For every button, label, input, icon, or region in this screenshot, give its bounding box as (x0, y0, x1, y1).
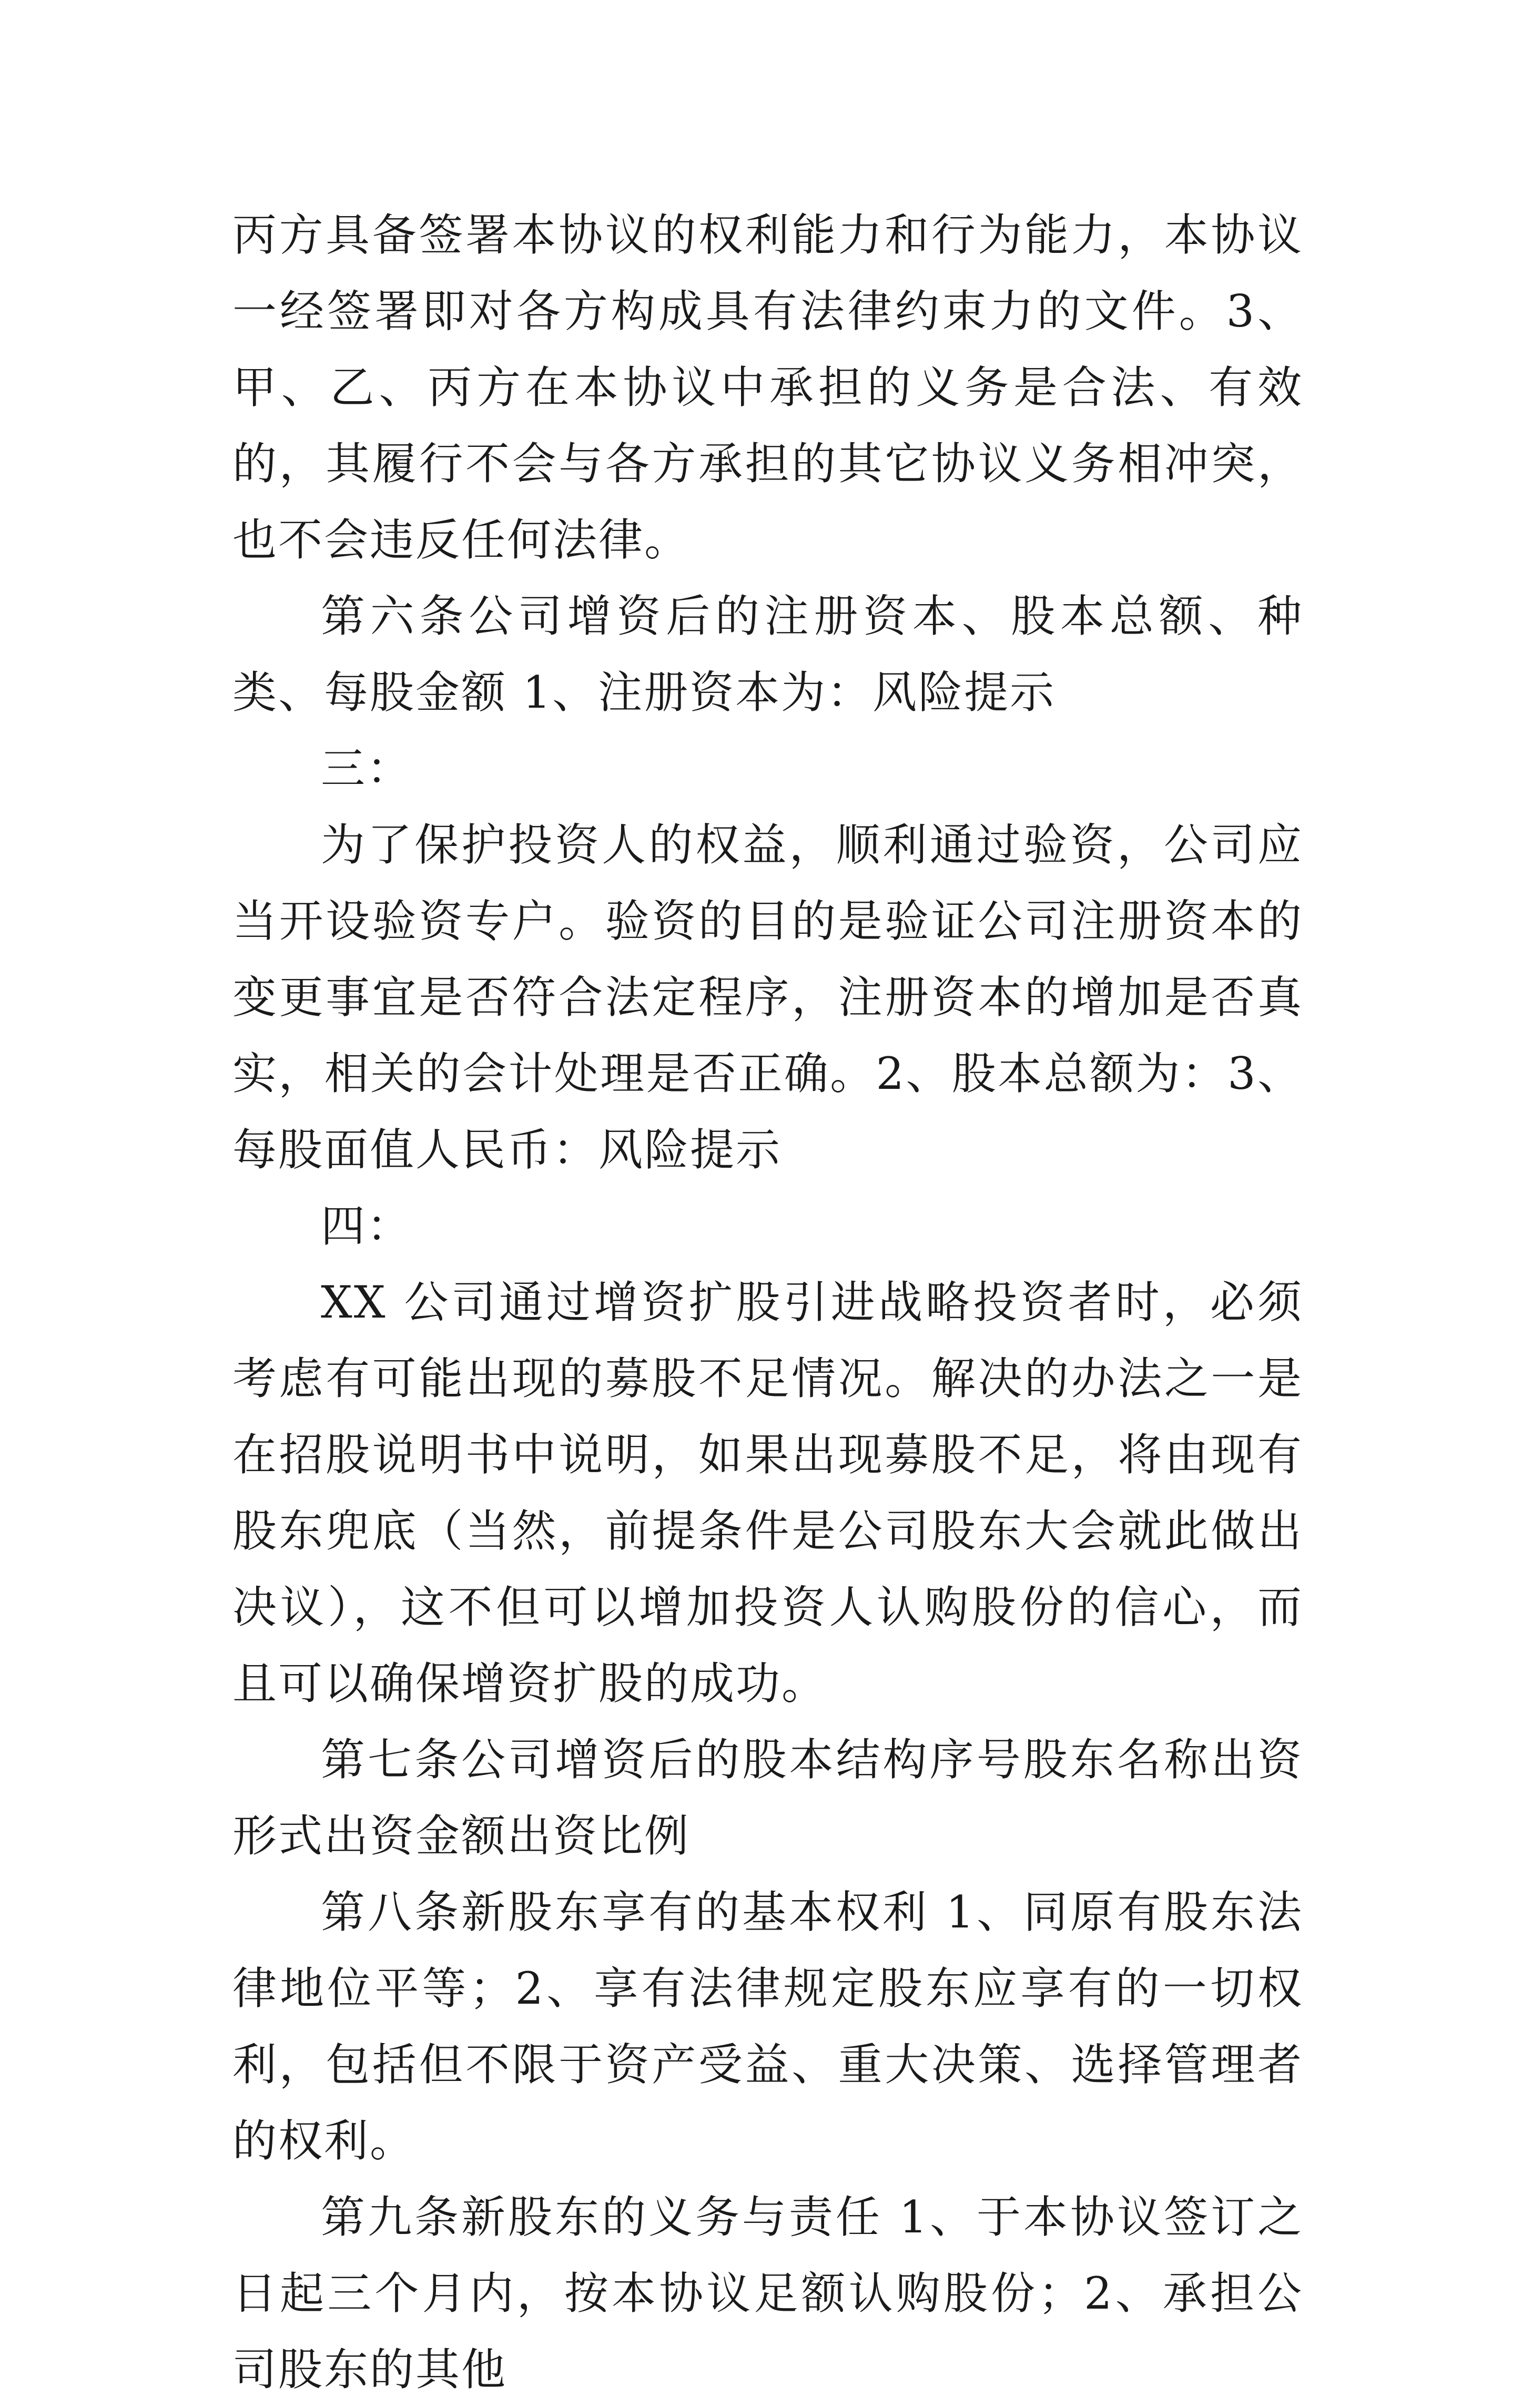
paragraph-risk-heading-4: 四： (321, 1200, 413, 1252)
paragraph-risk-note-4: XX 公司通过增资扩股引进战略投资者时，必须考虑有可能出现的募股不足情况。解决的办法之一是在招股说明书中说明，如果出现募股不足，将由现有股东兜底（当然，前提条件是公司股东大会就此做出决议），这不但可以增加投资人认购股份的信心，而且可以确保增资扩股的成功。 (232, 1277, 1303, 1709)
paragraph-risk-heading-3: 三： (321, 743, 413, 794)
paragraph-article-9: 第九条新股东的义务与责任 1、于本协议签订之日起三个月内，按本协议足额认购股份；2、承担公司股东的其他 (232, 2191, 1303, 2395)
document-body (232, 197, 1303, 2408)
paragraph-risk-note-3: 为了保护投资人的权益，顺利通过验资，公司应当开设验资专户。验资的目的是验证公司注册资本的变更事宜是否符合法定程序，注册资本的增加是否真实，相关的会计处理是否正确。2、股本总额为：3、每股面值人民币：风险提示 (232, 819, 1303, 1176)
paragraph-article-8: 第八条新股东享有的基本权利 1、同原有股东法律地位平等；2、享有法律规定股东应享有的一切权利，包括但不限于资产受益、重大决策、选择管理者的权利。 (232, 1886, 1303, 2167)
paragraph-article-7: 第七条公司增资后的股本结构序号股东名称出资形式出资金额出资比例 (232, 1734, 1303, 1862)
paragraph-continuation: 丙方具备签署本协议的权利能力和行为能力，本协议一经签署即对各方构成具有法律约束力的文件。3、甲、乙、丙方在本协议中承担的义务是合法、有效的，其履行不会与各方承担的其它协议义务相冲突，也不会违反任何法律。 (232, 209, 1303, 566)
paragraph-article-6: 第六条公司增资后的注册资本、股本总额、种类、每股金额 1、注册资本为：风险提示 (232, 590, 1303, 718)
